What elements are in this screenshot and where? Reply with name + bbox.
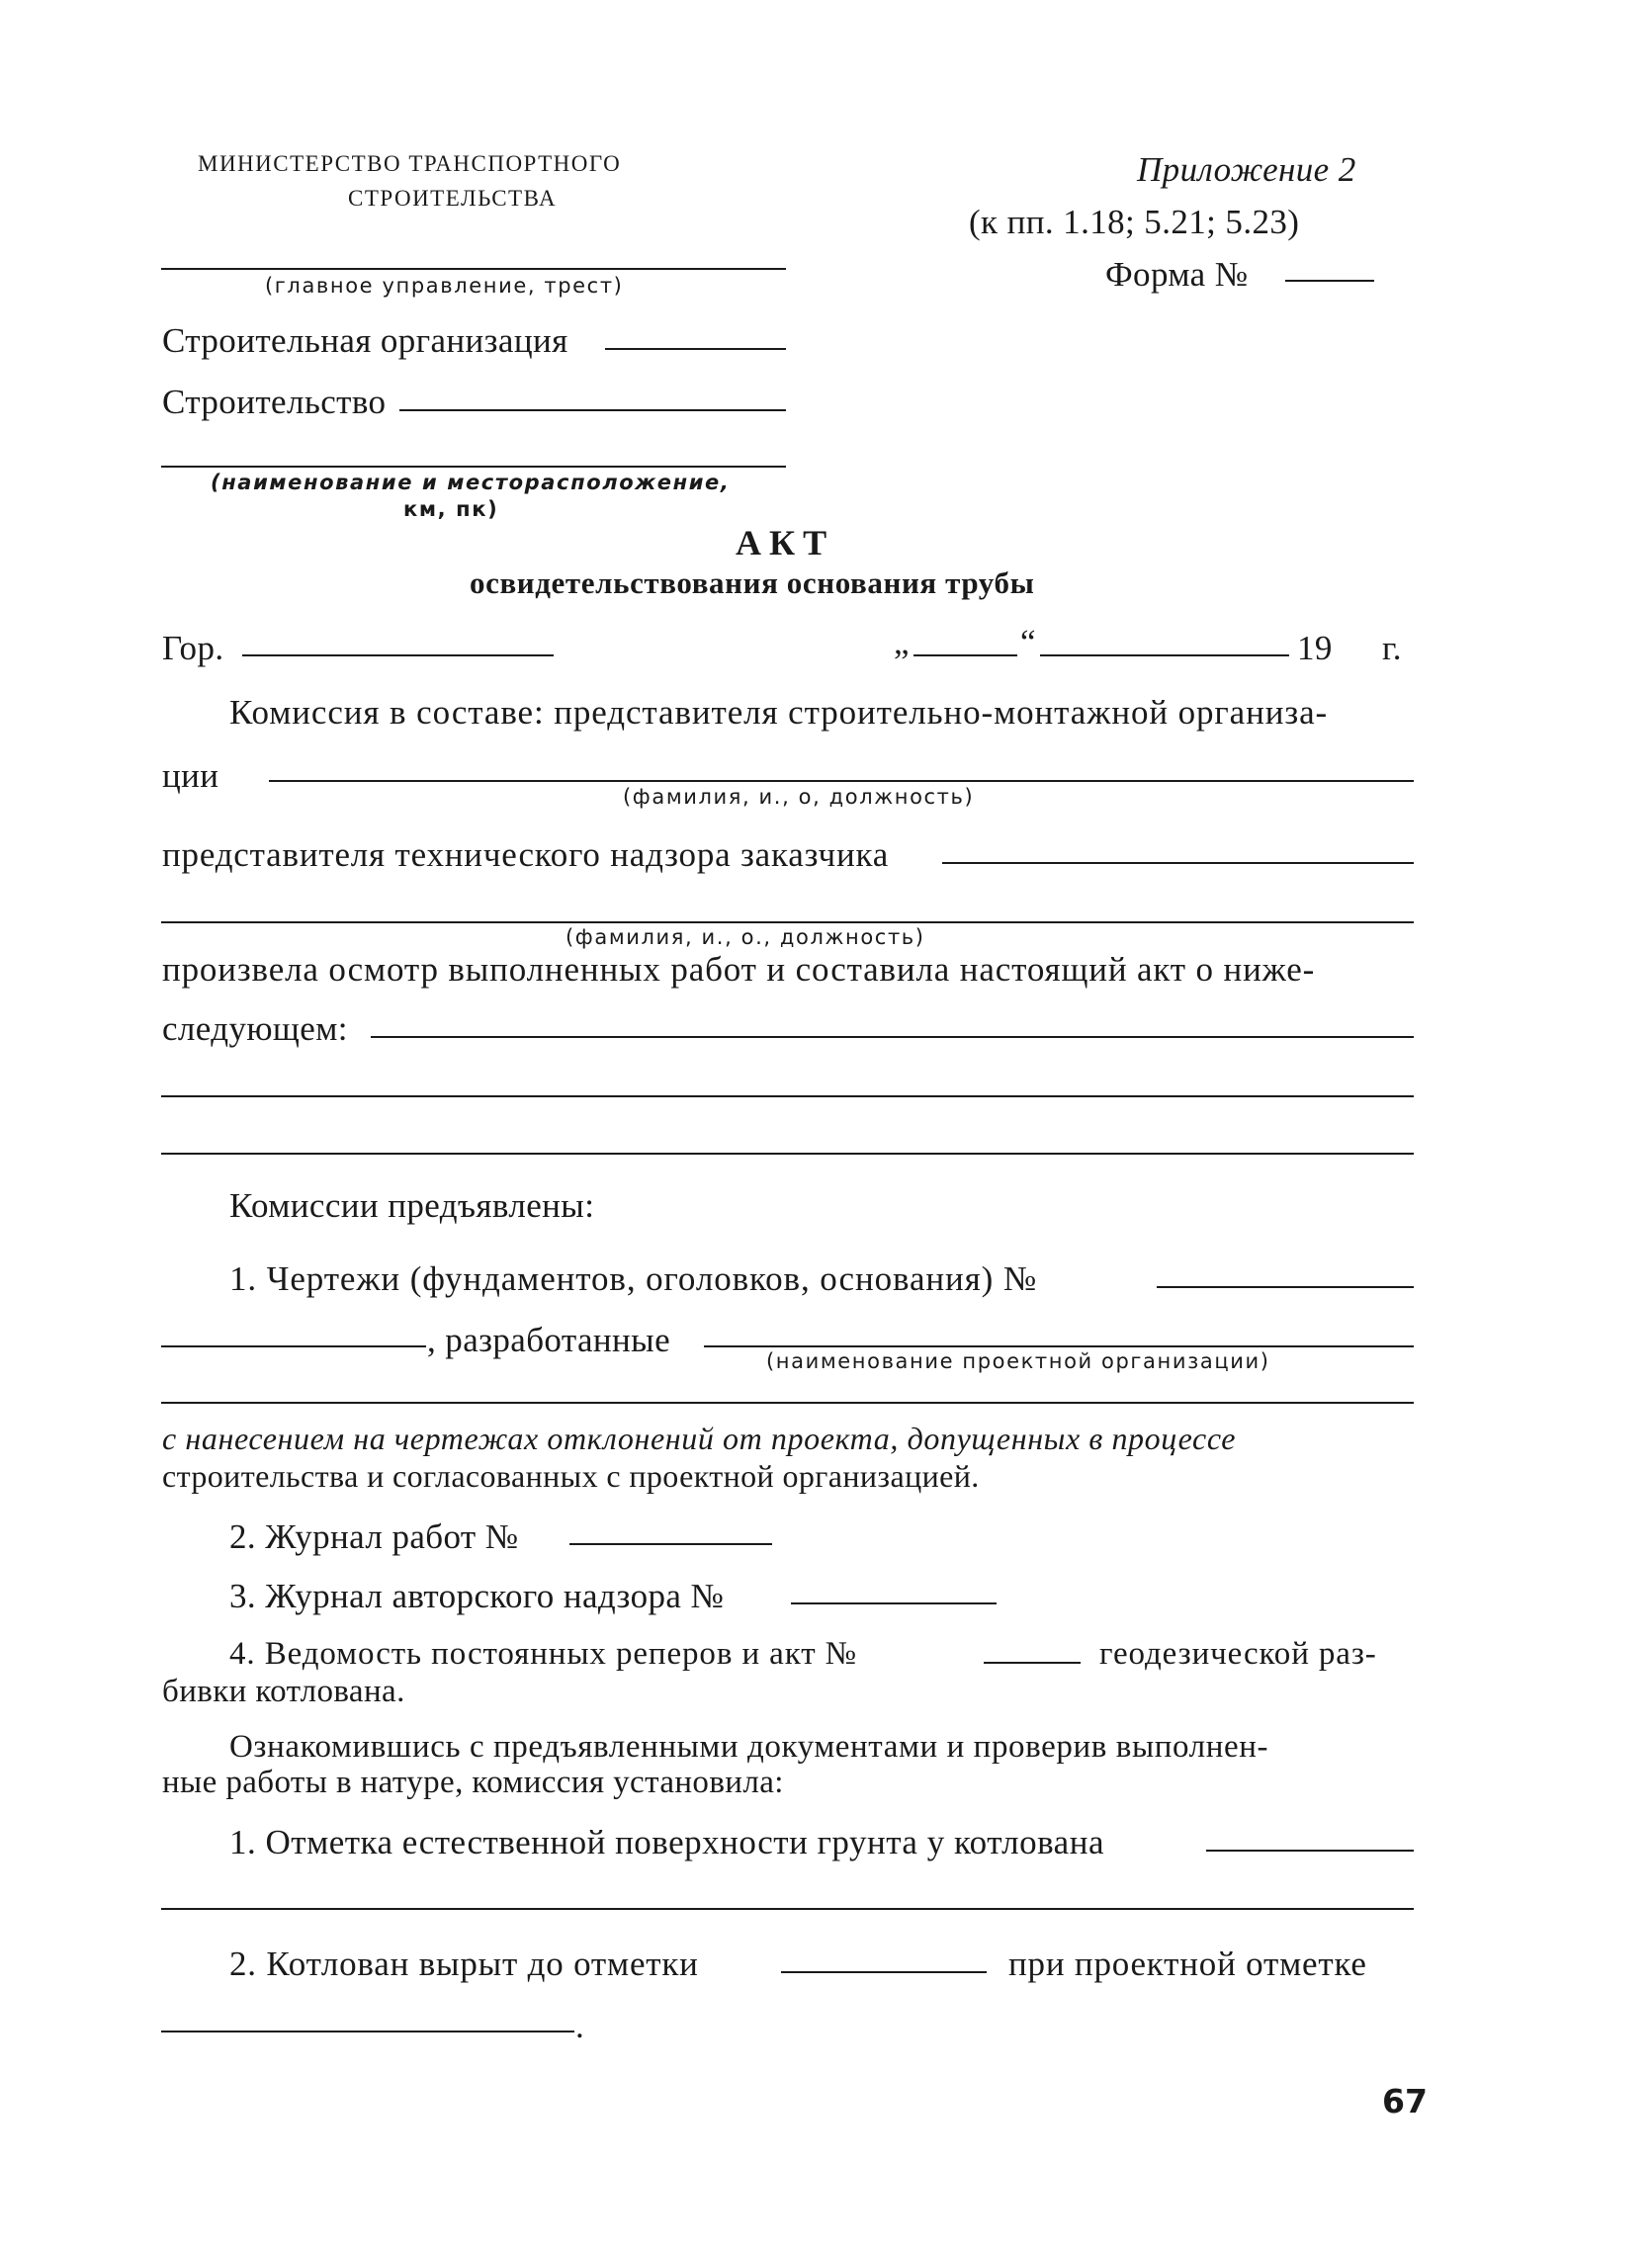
work-log-field[interactable] — [569, 1543, 772, 1545]
commission-line1: Комиссия в составе: представителя строительно-монтажной организа- — [229, 693, 1329, 732]
org-field[interactable] — [605, 348, 786, 350]
presented-heading: Комиссии предъявлены: — [229, 1186, 595, 1225]
inspection-line2: следующем: — [162, 1009, 348, 1048]
deviation-line2: строительства и согласованных с проектной организацией. — [162, 1458, 980, 1494]
design-mark-label: при проектной отметке — [1008, 1945, 1367, 1983]
location-caption-2: км, пк) — [403, 497, 499, 521]
design-mark-period: . — [575, 2007, 585, 2045]
ministry-line1: МИНИСТЕРСТВО ТРАНСПОРТНОГО — [198, 151, 622, 176]
drawings-number-field-2[interactable] — [161, 1345, 426, 1347]
form-number-label: Форма № — [1105, 255, 1249, 294]
design-org-caption: (наименование проектной организации) — [766, 1349, 1270, 1373]
reference-label: (к пп. 1.18; 5.21; 5.23) — [969, 203, 1300, 241]
findings-field-3[interactable] — [161, 1153, 1414, 1155]
benchmark-act-field[interactable] — [984, 1662, 1081, 1664]
drawings-number-field[interactable] — [1157, 1286, 1414, 1288]
tech-supervision-label: представителя технического надзора заказчика — [162, 835, 890, 874]
org-label: Строительная организация — [162, 321, 568, 360]
city-field[interactable] — [242, 654, 554, 656]
deviation-line1: с нанесением на чертежах отклонений от проекта, допущенных в процессе — [162, 1421, 1237, 1456]
city-label: Гор. — [162, 629, 224, 667]
page-number: 67 — [1382, 2082, 1428, 2120]
findings-intro-2: ные работы в натуре, комиссия установила: — [162, 1765, 784, 1800]
month-field[interactable] — [1040, 654, 1289, 656]
author-log-field[interactable] — [791, 1602, 997, 1604]
form-number-field[interactable] — [1285, 280, 1374, 282]
findings-intro-1: Ознакомившись с предъявленными документами и проверив выполнен- — [229, 1729, 1269, 1765]
design-mark-field[interactable] — [161, 2031, 574, 2032]
ground-mark-field-2[interactable] — [161, 1908, 1414, 1910]
pit-depth-field[interactable] — [781, 1971, 987, 1973]
design-org-field-2[interactable] — [161, 1402, 1414, 1404]
benchmark-label: 4. Ведомость постоянных реперов и акт № — [229, 1636, 858, 1672]
developed-by-label: , разработанные — [427, 1321, 671, 1359]
benchmark-line2: бивки котлована. — [162, 1674, 405, 1709]
year-suffix: г. — [1382, 629, 1402, 667]
findings-field-1[interactable] — [371, 1036, 1414, 1038]
act-subtitle: освидетельствования основания трубы — [470, 565, 1035, 600]
act-title: АКТ — [736, 523, 835, 562]
fio-caption-1: (фамилия, и., о, должность) — [623, 785, 975, 809]
design-org-field[interactable] — [704, 1345, 1414, 1347]
drawings-label: 1. Чертежи (фундаментов, оголовков, основания) № — [229, 1259, 1038, 1298]
ground-mark-label: 1. Отметка естественной поверхности грунта у котлована — [229, 1823, 1104, 1861]
findings-field-2[interactable] — [161, 1095, 1414, 1097]
date-quote-close: “ — [1020, 623, 1036, 661]
fio-caption-2: (фамилия, и., о., должность) — [565, 925, 925, 949]
tech-supervision-field-2[interactable] — [161, 921, 1414, 923]
commission-line2: ции — [162, 756, 219, 795]
inspection-line1: произвела осмотр выполненных работ и составила настоящий акт о ниже- — [162, 950, 1316, 989]
trust-field[interactable] — [161, 268, 786, 270]
pit-depth-label: 2. Котлован вырыт до отметки — [229, 1945, 699, 1983]
author-log-label: 3. Журнал авторского надзора № — [229, 1577, 725, 1615]
date-quote-open: „ — [894, 623, 910, 661]
work-log-label: 2. Журнал работ № — [229, 1517, 519, 1556]
ground-mark-field[interactable] — [1206, 1850, 1414, 1852]
day-field[interactable] — [913, 654, 1017, 656]
construction-location-field[interactable] — [161, 466, 786, 468]
tech-supervision-field[interactable] — [942, 862, 1414, 864]
benchmark-label-tail: геодезической раз- — [1099, 1636, 1377, 1672]
trust-caption: (главное управление, трест) — [265, 274, 624, 298]
year-prefix: 19 — [1297, 629, 1333, 667]
construction-label: Строительство — [162, 383, 387, 421]
appendix-label: Приложение 2 — [1137, 150, 1356, 189]
construction-rep-field[interactable] — [269, 780, 1414, 782]
ministry-line2: СТРОИТЕЛЬСТВА — [348, 186, 558, 211]
location-caption-1: (наименование и месторасположение, — [211, 471, 731, 494]
construction-field[interactable] — [399, 409, 786, 411]
